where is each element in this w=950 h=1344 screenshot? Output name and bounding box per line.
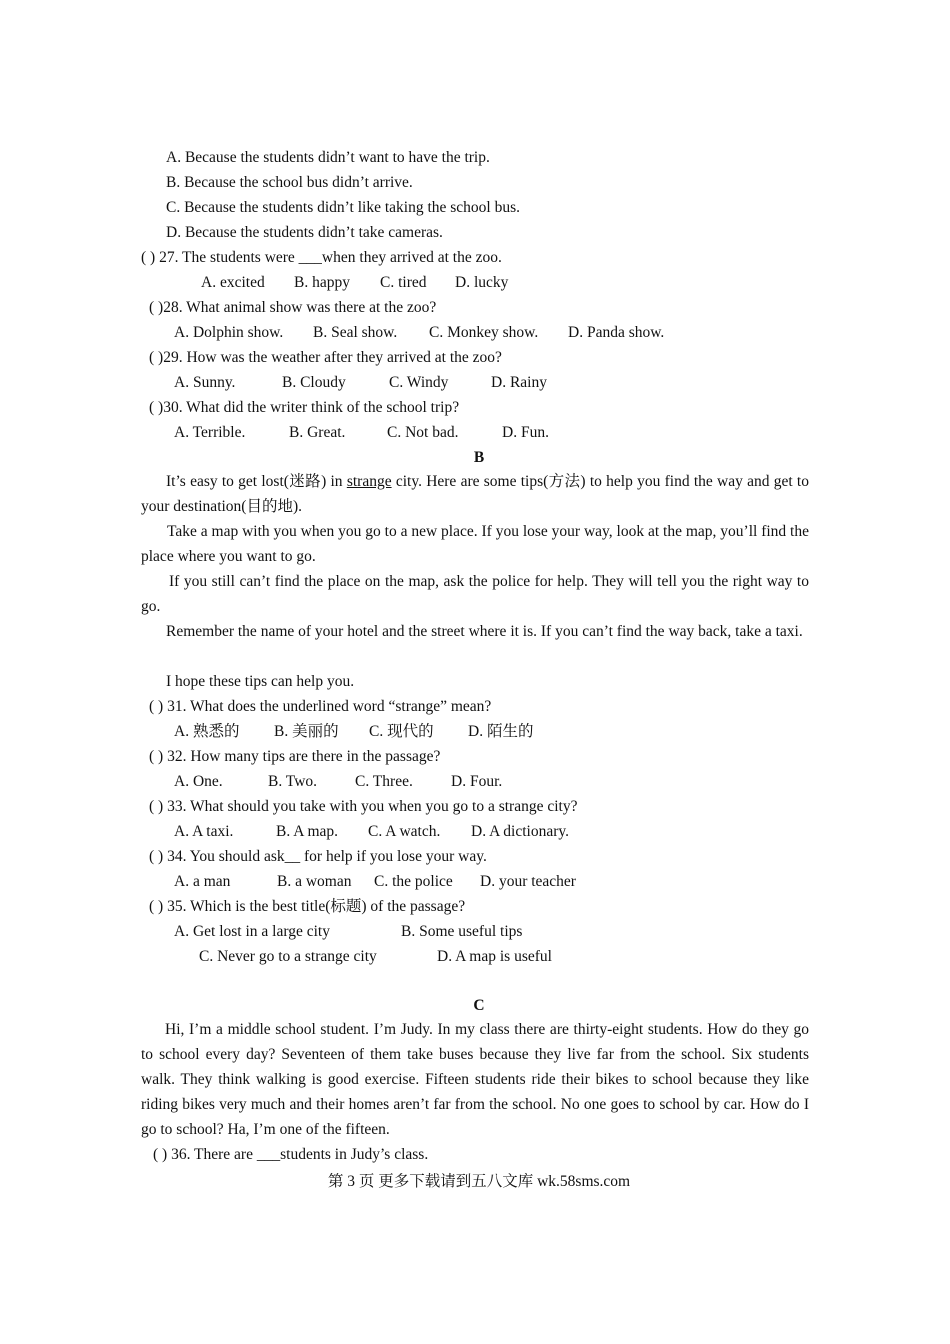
q31-option-d: D. 陌生的 — [468, 723, 534, 740]
q29-option-d: D. Rainy — [491, 374, 547, 391]
q30-option-b: B. Great. — [289, 424, 346, 441]
q34-stem: ( ) 34. You should ask__ for help if you lose your way. — [149, 848, 487, 865]
q29-option-a: A. Sunny. — [174, 374, 236, 391]
q33-option-c: C. A watch. — [368, 823, 441, 840]
q32-option-a: A. One. — [174, 773, 223, 790]
q27-option-b: B. happy — [294, 274, 350, 291]
section-b-paragraph-4: Remember the name of your hotel and the street where it is. If you can’t find the way back, take a taxi. — [166, 623, 803, 640]
q33-option-d: D. A dictionary. — [471, 823, 570, 840]
q28-option-c: C. Monkey show. — [429, 324, 539, 341]
q26-option-c: C. Because the students didn’t like taking the school bus. — [166, 199, 521, 216]
q27-stem: ( ) 27. The students were ___when they arrived at the zoo. — [141, 249, 502, 266]
q32-option-c: C. Three. — [355, 773, 413, 790]
q35-option-b: B. Some useful tips — [401, 923, 523, 940]
q34-option-d: D. your teacher — [480, 873, 576, 890]
page-footer: 第 3 页 更多下载请到五八文库 wk.58sms.com — [327, 1173, 631, 1190]
q35-option-a: A. Get lost in a large city — [174, 923, 330, 940]
q34-option-a: A. a man — [174, 873, 231, 890]
section-b-heading: B — [473, 449, 485, 466]
q35-stem: ( ) 35. Which is the best title(标题) of the passage? — [149, 898, 466, 915]
q27-option-c: C. tired — [380, 274, 427, 291]
q31-option-a: A. 熟悉的 — [174, 723, 240, 740]
q27-option-d: D. lucky — [455, 274, 509, 291]
q35-option-d: D. A map is useful — [437, 948, 552, 965]
underlined-word: strange — [346, 473, 392, 490]
section-b-paragraph-1: It’s easy to get lost(迷路) in strange city. Here are some tips(方法) to help you find the way and get to your destination(目的地). — [141, 473, 809, 515]
q29-option-c: C. Windy — [389, 374, 449, 391]
q31-option-b: B. 美丽的 — [274, 723, 339, 740]
q26-option-d: D. Because the students didn’t take cameras. — [166, 224, 443, 241]
q26-option-b: B. Because the school bus didn’t arrive. — [166, 174, 413, 191]
q28-stem: ( )28. What animal show was there at the zoo? — [149, 299, 437, 316]
section-c-paragraph: Hi, I’m a middle school student. I’m Judy. In my class there are thirty-eight students. How do they go to school every day? Seventeen of them take buses because they live far from the school. Six students walk. They think walking is good exercise. Fifteen students ride their bikes to school because they like riding bikes very much and their homes aren’t far from the school. No one goes to school by car. How do I go to school? Ha, I’m one of the fifteen. — [141, 1021, 809, 1138]
q32-option-d: D. Four. — [451, 773, 503, 790]
q33-stem: ( ) 33. What should you take with you when you go to a strange city? — [149, 798, 578, 815]
q30-stem: ( )30. What did the writer think of the school trip? — [149, 399, 460, 416]
q33-option-b: B. A map. — [276, 823, 339, 840]
q29-option-b: B. Cloudy — [282, 374, 346, 391]
q31-stem: ( ) 31. What does the underlined word “strange” mean? — [149, 698, 492, 715]
q34-option-c: C. the police — [374, 873, 453, 890]
q32-stem: ( ) 32. How many tips are there in the passage? — [149, 748, 441, 765]
q36-stem: ( ) 36. There are ___students in Judy’s class. — [153, 1146, 429, 1163]
q32-option-b: B. Two. — [268, 773, 318, 790]
q30-option-d: D. Fun. — [502, 424, 549, 441]
section-b-paragraph-3: If you still can’t find the place on the map, ask the police for help. They will tell you the right way to go. — [141, 573, 809, 615]
section-b-paragraph-2: Take a map with you when you go to a new place. If you lose your way, look at the map, you’ll find the place where you want to go. — [141, 523, 809, 565]
q28-option-b: B. Seal show. — [313, 324, 398, 341]
q26-option-a: A. Because the students didn’t want to have the trip. — [166, 149, 490, 166]
q33-option-a: A. A taxi. — [174, 823, 234, 840]
q35-option-c: C. Never go to a strange city — [199, 948, 377, 965]
q34-option-b: B. a woman — [277, 873, 352, 890]
q30-option-a: A. Terrible. — [174, 424, 246, 441]
section-c-heading: C — [473, 997, 485, 1014]
q31-option-c: C. 现代的 — [369, 723, 434, 740]
q30-option-c: C. Not bad. — [387, 424, 459, 441]
q28-option-d: D. Panda show. — [568, 324, 665, 341]
q27-option-a: A. excited — [201, 274, 265, 291]
section-b-paragraph-5: I hope these tips can help you. — [166, 673, 355, 690]
q29-stem: ( )29. How was the weather after they arrived at the zoo? — [149, 349, 502, 366]
q28-option-a: A. Dolphin show. — [174, 324, 284, 341]
